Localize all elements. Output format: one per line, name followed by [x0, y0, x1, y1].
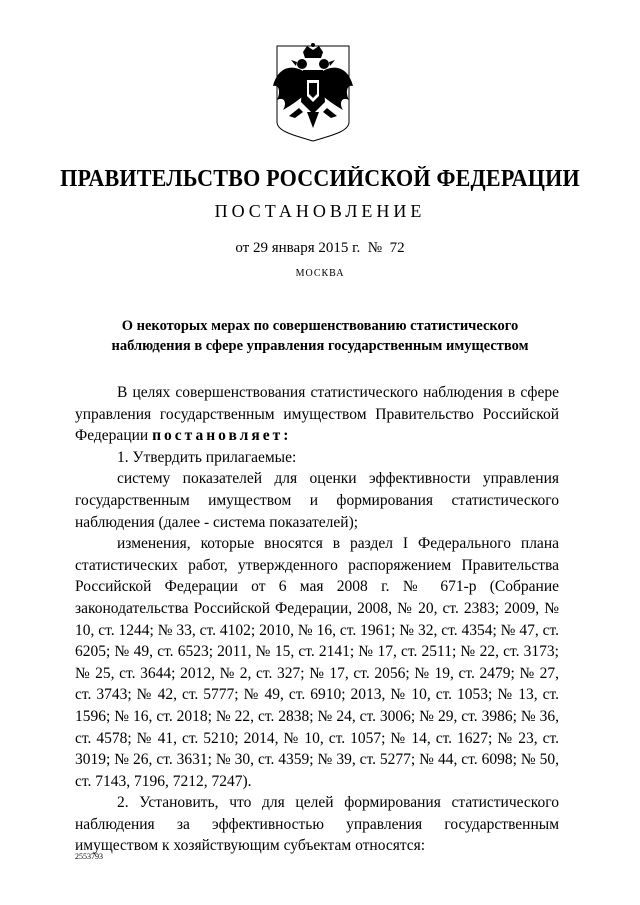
government-title: ПРАВИТЕЛЬСТВО РОССИЙСКОЙ ФЕДЕРАЦИИ: [60, 166, 580, 192]
document-type: ПОСТАНОВЛЕНИЕ: [214, 201, 426, 221]
heading-line-1: О некоторых мерах по совершенствованию статистического: [121, 318, 519, 334]
document-date-number: от 29 января 2015 г. № 72: [235, 240, 405, 256]
coat-of-arms-icon: [269, 42, 357, 142]
item-1: 1. Утвердить прилагаемые:: [117, 448, 297, 466]
heading-line-2: наблюдения в сфере управления государственным имуществом: [111, 338, 529, 354]
intro-paragraph: [75, 382, 559, 447]
item-2: 2. Установить, что для целей формирования статистического наблюдения за эффективностью управления государственным имуществом к хозяйствующим субъектам относятся:: [75, 794, 559, 855]
footer-code: 2553793: [75, 852, 103, 861]
intro-text: В целях совершенствования статистического наблюдения в сфере управления государственным имуществом Правительство Российской Федерации: [75, 384, 559, 445]
document-place: МОСКВА: [295, 268, 345, 279]
document-body: [75, 382, 559, 857]
decree-word: постановляет:: [152, 427, 292, 445]
item-1-a: систему показателей для оценки эффективности управления государственным имуществом и формирования статистического наблюдения (далее - система показателей);: [75, 470, 559, 531]
document-heading: [0, 316, 640, 356]
item-1-b: изменения, которые вносятся в раздел I Федерального плана статистических работ, утвержденного распоряжением Правительства Российской Федерации от 6 мая 2008 г. № 671-р (Собрание законодательства Российской Федерации, 2008, № 20, ст. 2383; 2009, № 10, ст. 1244; № 33, ст. 4102; 2010, № 16, ст. 1961; № 32, ст. 4354; № 47, ст. 6205; № 49, ст. 6523; 2011, № 15, ст. 2141; № 17, ст. 2511; № 22, ст. 3173; № 25, ст. 3644; 2012, № 2, ст. 327; № 17, ст. 2056; № 19, ст. 2479; № 27, ст. 3743; № 42, ст. 5777; № 49, ст. 6910; 2013, № 10, ст. 1053; № 13, ст. 1596; № 16, ст. 2018; № 22, ст. 2838; № 24, ст. 3006; № 29, ст. 3986; № 36, ст. 4578; № 41, ст. 5210; 2014, № 10, ст. 1057; № 14, ст. 1627; № 23, ст. 3019; № 26, ст. 3631; № 30, ст. 4359; № 39, ст. 5277; № 44, ст. 6098; № 50, ст. 7143, 7196, 7212, 7247).: [75, 535, 559, 790]
